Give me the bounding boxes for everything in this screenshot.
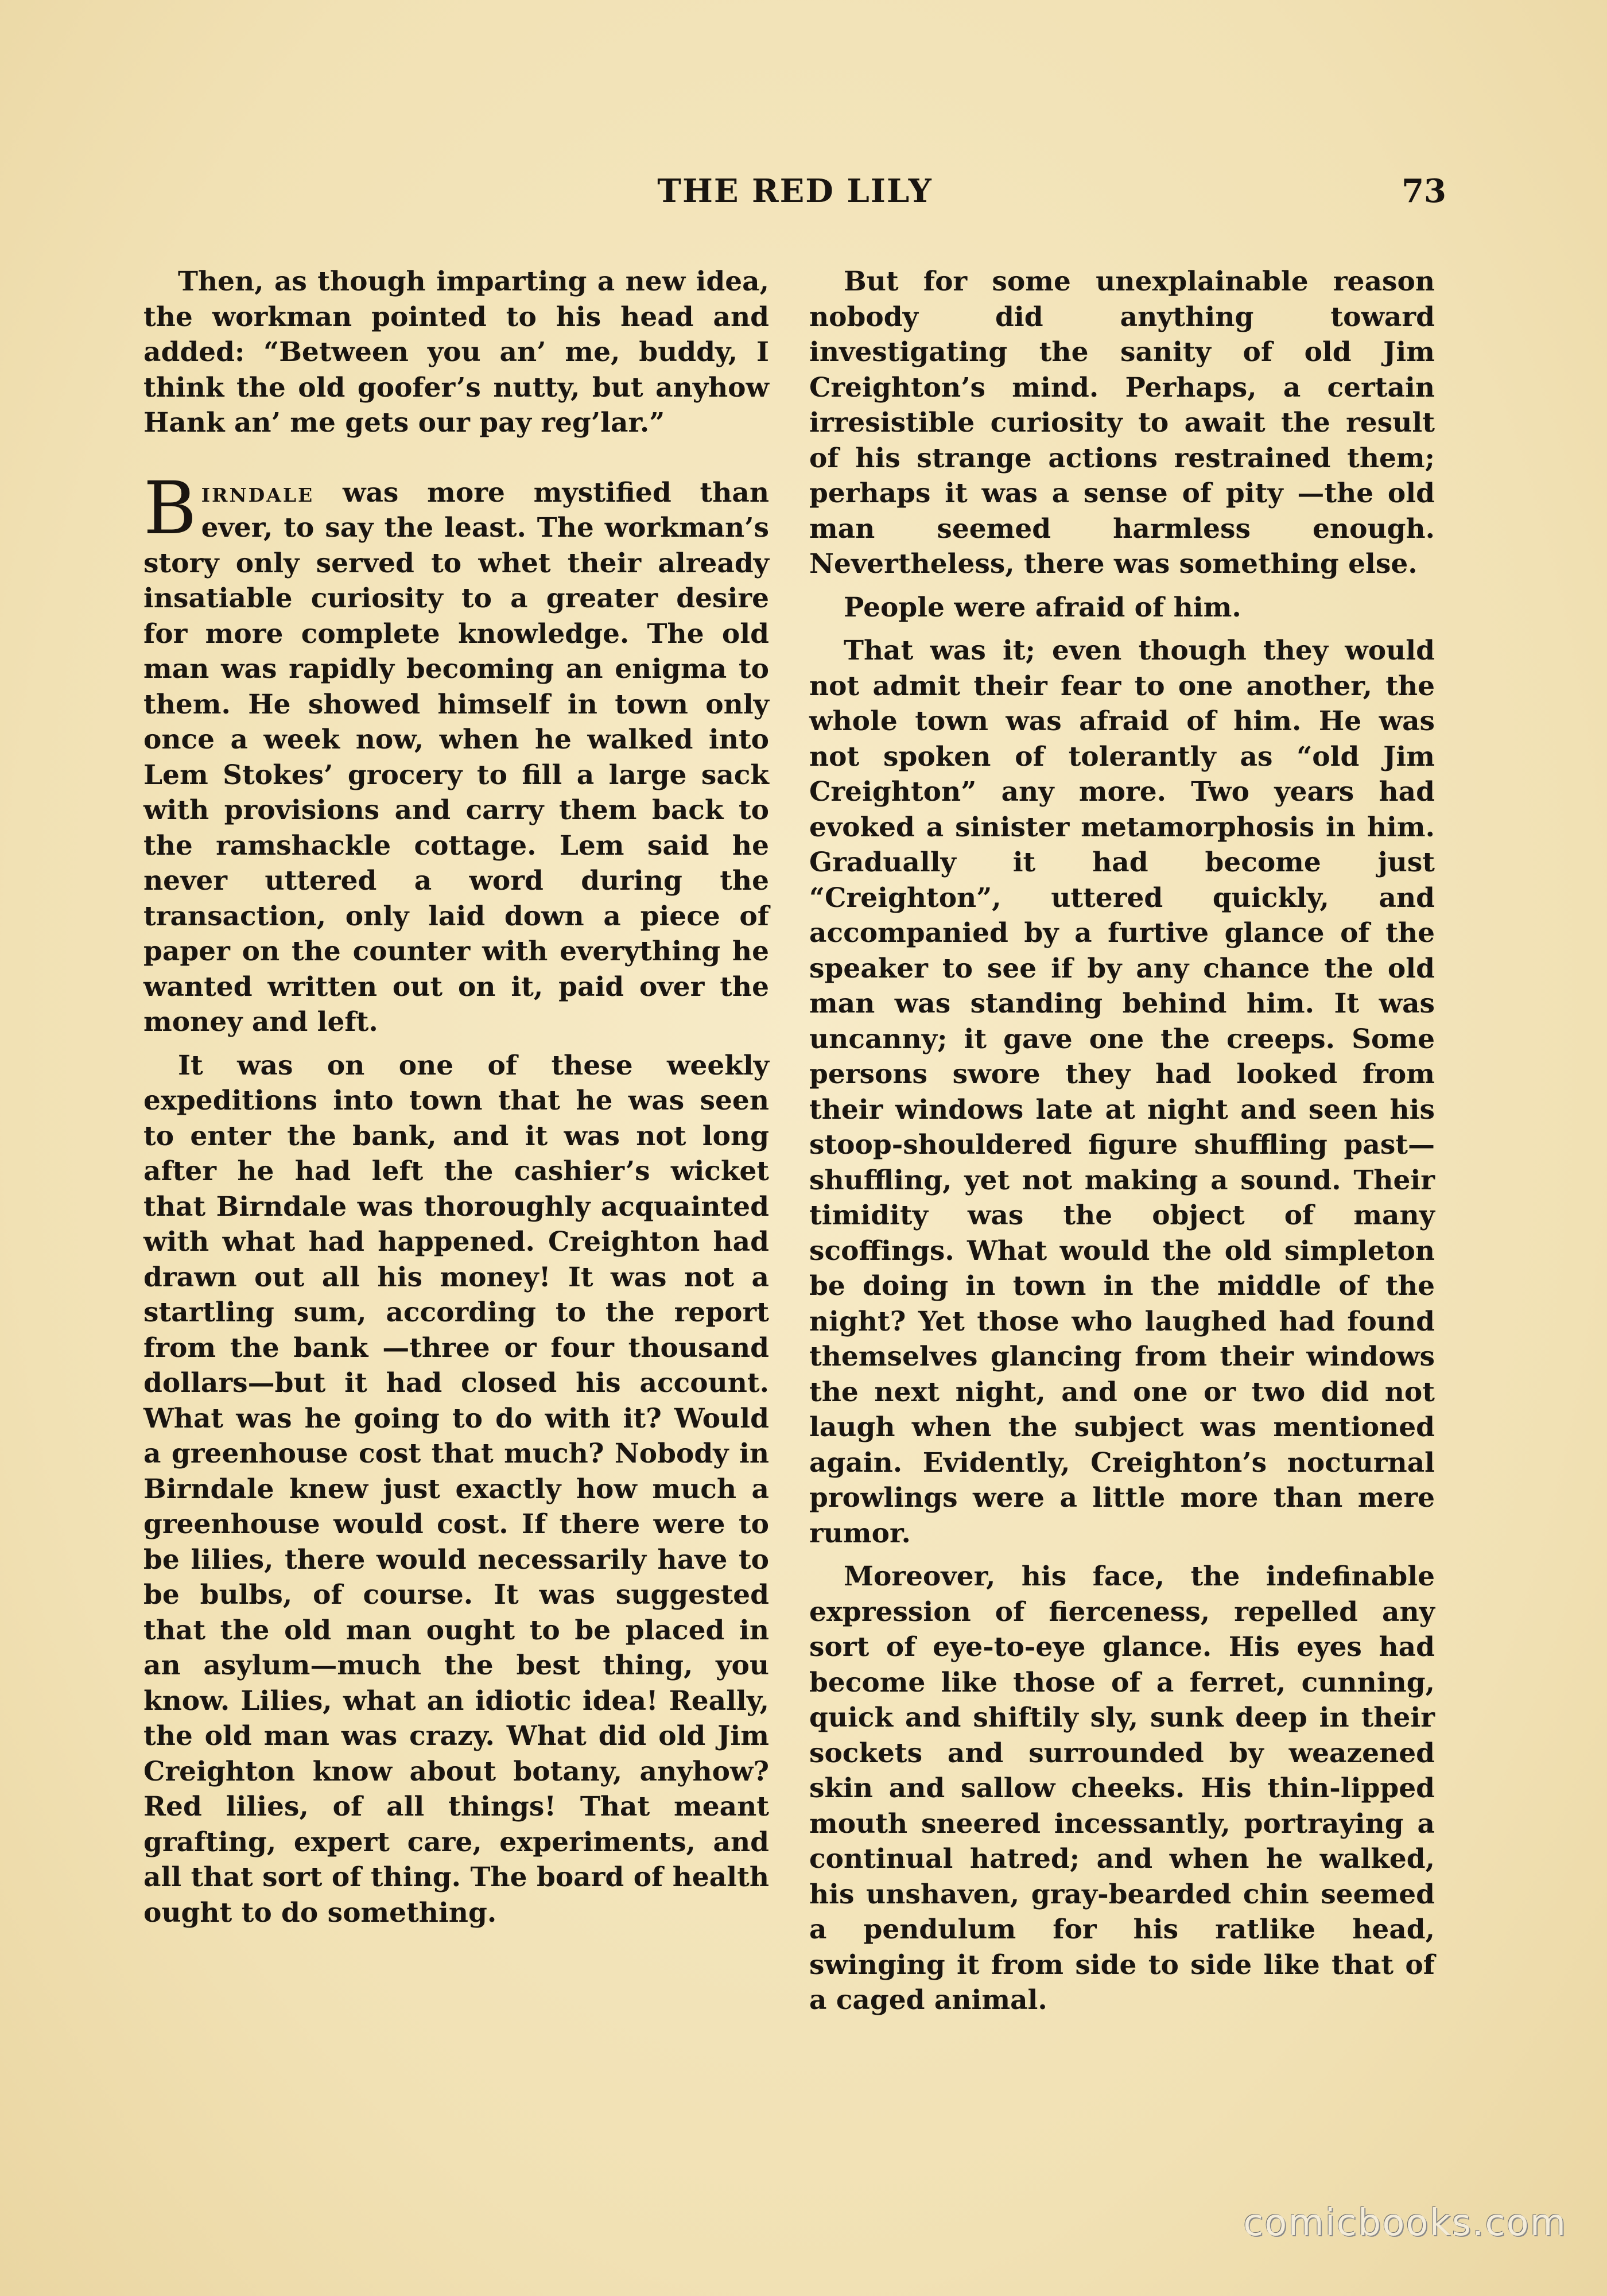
section-opening-paragraph [143,466,769,1040]
paragraph: That was it; even though they would not admit their fear to one another, the whole town was afraid of him. He was not spoken of tolerantly as “old Jim Creighton” any more. Two years had evoked a sinister metamorphosis in him. Gradually it had become just “Creighton”, uttered quickly, and accompanied by a furtive glance of the speaker to see if by any chance the old man was standing behind him. It was uncanny; it gave one the creeps. Some persons swore they had looked from their windows late at night and seen his stoop-shouldered figure shuffling past—shuffling, yet not making a sound. Their timidity was the object of many scoffings. What would the old simpleton be doing in town in the middle of the night? Yet those who laughed had found themselves glancing from their windows the next night, and one or two did not laugh when the subject was mentioned again. Evidently, Creighton’s nocturnal prowlings were a little more than mere rumor. [809,635,1435,1549]
running-title: THE RED LILY [657,172,933,210]
left-column [143,264,769,1938]
paragraph: Moreover, his face, the indefinable expression of fierceness, repelled any sort of eye-to-eye glance. His eyes had become like those of a ferret, cunning, quick and shiftily sly, sunk deep in their sockets and surrounded by weazened skin and sallow cheeks. His thin-lipped mouth sneered incessantly, portraying a continual hatred; and when he walked, his unshaven, gray-bearded chin seemed a pendulum for his ratlike head, swinging it from side to side like that of a caged animal. [809,1561,1435,2016]
drop-cap: B [143,466,197,550]
small-caps-lead: irndale [201,476,315,509]
paragraph-text: was more mystified than ever, to say the least. The workman’s story only served to whet their already insatiable curiosity to a greater desire for more complete knowledge. The old man was rapidly becoming an enigma to them. He showed himself in town only once a week now, when he walked into Lem Stokes’ grocery to fill a large sack with provisions and carry them back to the ramshackle cottage. Lem said he never uttered a word during the transaction, only laid down a piece of paper on the counter with everything he wanted written out on it, paid over the money and left. [143,476,769,1038]
paragraph: Then, as though imparting a new idea, the workman pointed to his head and added: “Between you an’ me, buddy, I think the old goofer’s nutty, but anyhow Hank an’ me gets our pay reg’lar.” [143,266,769,439]
running-header [143,172,1446,224]
right-column [809,264,1435,2026]
watermark: comicbooks.com [1243,2202,1567,2244]
paragraph: People were afraid of him. [844,591,1241,623]
page-number: 73 [1402,172,1446,210]
paragraph: It was on one of these weekly expeditions into town that he was seen to enter the bank, and it was not long after he had left the cashier’s wicket that Birndale was thoroughly acquainted with what had happened. Creighton had drawn out all his money! It was not a startling sum, according to the report from the bank —three or four thousand dollars—but it had closed his account. What was he going to do with it? Would a greenhouse cost that much? Nobody in Birndale knew just exactly how much a greenhouse would cost. If there were to be lilies, there would necessarily have to be bulbs, of course. It was suggested that the old man ought to be placed in an asylum—much the best thing, you know. Lilies, what an idiotic idea! Really, the old man was crazy. What did old Jim Creighton know about botany, anyhow? Red lilies, of all things! That meant grafting, expert care, experiments, and all that sort of thing. The board of health ought to do something. [143,1049,769,1929]
paragraph: But for some unexplainable reason nobody did anything toward investigating the sanity of old Jim Creighton’s mind. Perhaps, a certain irresistible curiosity to await the result of his strange actions restrained them; perhaps it was a sense of pity —the old man seemed harmless enough. Nevertheless, there was something else. [809,266,1435,580]
